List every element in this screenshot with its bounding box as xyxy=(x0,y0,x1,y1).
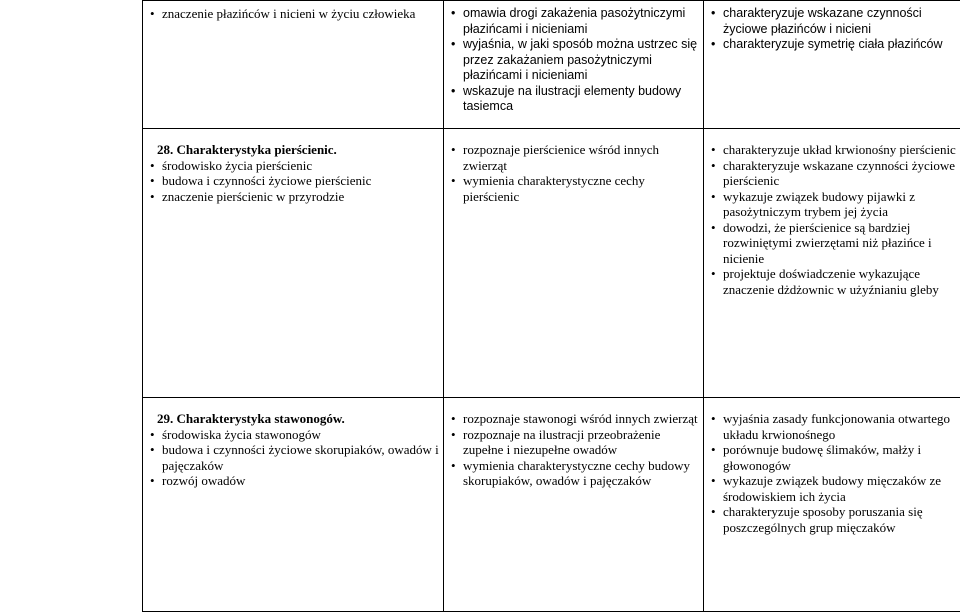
table-row xyxy=(143,1,960,129)
extended-requirements-cell xyxy=(704,129,960,398)
list-item: • wyjaśnia, w jaki sposób można ustrzec się przez zakażaniem pasożytniczymi płazińcami i nicieniami xyxy=(449,37,699,84)
content-cell xyxy=(143,398,444,612)
list-item: • znaczenie pierścienic w przyrodzie xyxy=(148,189,439,205)
extended-requirements-cell xyxy=(704,398,960,612)
content-cell xyxy=(143,129,444,398)
list-item: • znaczenie płazińców i nicieni w życiu człowieka xyxy=(148,6,439,22)
list-item: • rozpoznaje pierścienice wśród innych zwierząt xyxy=(449,142,699,173)
list-item: • projektuje doświadczenie wykazujące znaczenie dżdżownic w użyźnianiu gleby xyxy=(709,266,956,297)
section-title: 28. Charakterystyka pierścienic. xyxy=(148,142,439,158)
list-item: • wymienia charakterystyczne cechy pierścienic xyxy=(449,173,699,204)
list-item: • środowisko życia pierścienic xyxy=(148,158,439,174)
table-row xyxy=(143,129,960,398)
curriculum-table xyxy=(142,0,960,612)
list-item: • wykazuje związek budowy mięczaków ze środowiskiem ich życia xyxy=(709,473,956,504)
list-item: • charakteryzuje sposoby poruszania się poszczególnych grup mięczaków xyxy=(709,504,956,535)
list-item: • rozpoznaje stawonogi wśród innych zwierząt xyxy=(449,411,699,427)
list-item: • wyjaśnia zasady funkcjonowania otwartego układu krwionośnego xyxy=(709,411,956,442)
section-title: 29. Charakterystyka stawonogów. xyxy=(148,411,439,427)
list-item: • omawia drogi zakażenia pasożytniczymi płazińcami i nicieniami xyxy=(449,6,699,37)
basic-requirements-cell xyxy=(444,129,704,398)
list-item: • rozwój owadów xyxy=(148,473,439,489)
list-item: • rozpoznaje na ilustracji przeobrażenie zupełne i niezupełne owadów xyxy=(449,427,699,458)
table-row xyxy=(143,398,960,612)
list-item: • wskazuje na ilustracji elementy budowy tasiemca xyxy=(449,84,699,115)
list-item: • środowiska życia stawonogów xyxy=(148,427,439,443)
list-item: • budowa i czynności życiowe pierścienic xyxy=(148,173,439,189)
list-item: • porównuje budowę ślimaków, małży i głowonogów xyxy=(709,442,956,473)
list-item: • budowa i czynności życiowe skorupiaków, owadów i pajęczaków xyxy=(148,442,439,473)
list-item: • wymienia charakterystyczne cechy budowy skorupiaków, owadów i pajęczaków xyxy=(449,458,699,489)
list-item: • charakteryzuje wskazane czynności życiowe pierścienic xyxy=(709,158,956,189)
basic-requirements-cell xyxy=(444,398,704,612)
extended-requirements-cell xyxy=(704,1,960,129)
list-item: • charakteryzuje symetrię ciała płazińców xyxy=(709,37,956,53)
list-item: • charakteryzuje wskazane czynności życiowe płazińców i nicieni xyxy=(709,6,956,37)
list-item: • dowodzi, że pierścienice są bardziej rozwiniętymi zwierzętami niż płazińce i nicienie xyxy=(709,220,956,267)
list-item: • wykazuje związek budowy pijawki z pasożytniczym trybem jej życia xyxy=(709,189,956,220)
list-item: • charakteryzuje układ krwionośny pierścienic xyxy=(709,142,956,158)
content-cell xyxy=(143,1,444,129)
basic-requirements-cell xyxy=(444,1,704,129)
